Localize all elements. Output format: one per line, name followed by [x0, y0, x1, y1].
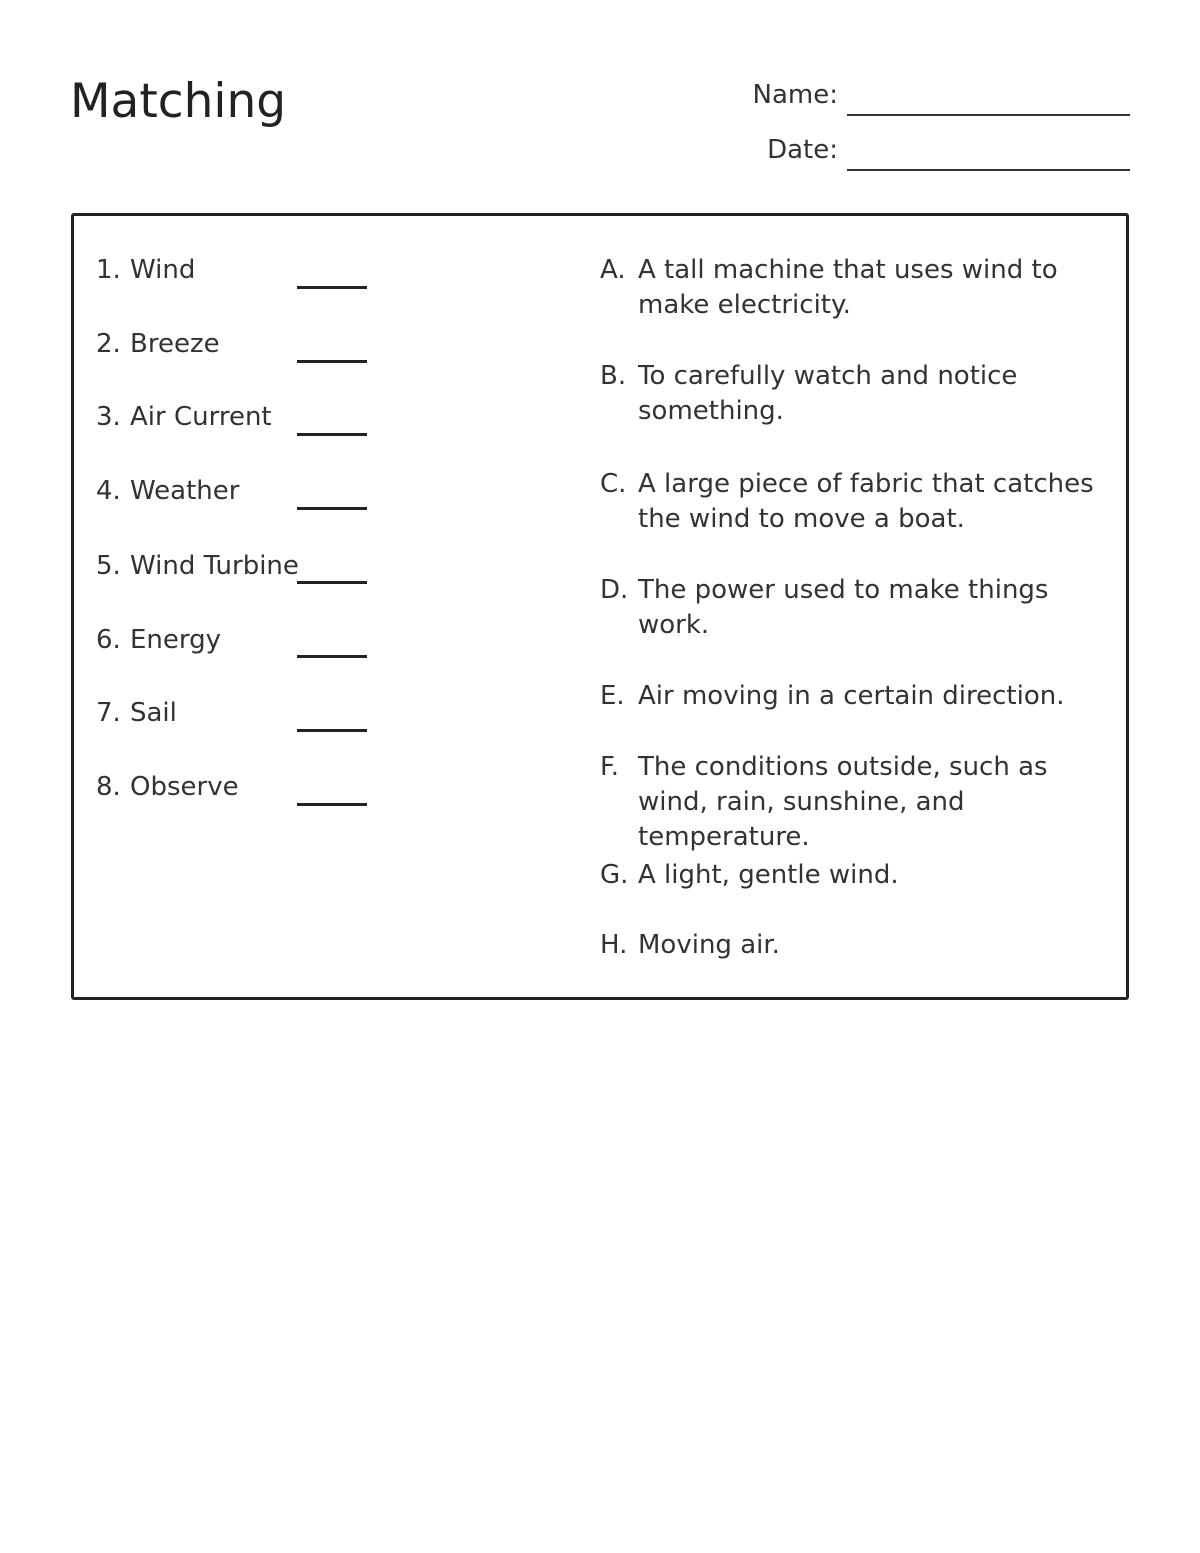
term-item: [96, 253, 195, 287]
answer-blank[interactable]: [297, 507, 367, 510]
answer-blank[interactable]: [297, 286, 367, 289]
definition-letter: C.: [600, 469, 627, 499]
date-field: [700, 131, 1130, 171]
definition-item: [600, 359, 1120, 429]
term-word: Energy: [130, 625, 222, 655]
term-item: [96, 623, 221, 657]
term-number: 3.: [96, 402, 121, 432]
term-item: [96, 327, 220, 361]
term-number: 6.: [96, 625, 121, 655]
term-number: 8.: [96, 772, 121, 802]
definition-letter: F.: [600, 752, 620, 782]
date-label: Date:: [767, 135, 838, 165]
answer-blank[interactable]: [297, 581, 367, 584]
definition-text: Air moving in a certain direction.: [638, 681, 1065, 711]
definition-item: [600, 858, 1120, 893]
definition-item: [600, 467, 1120, 537]
definition-text: A light, gentle wind.: [638, 860, 899, 890]
date-blank-line[interactable]: [847, 169, 1130, 171]
term-item: [96, 474, 239, 508]
term-word: Breeze: [130, 329, 220, 359]
definition-text: Moving air.: [638, 930, 780, 960]
definition-letter: G.: [600, 860, 629, 890]
answer-blank[interactable]: [297, 729, 367, 732]
name-field: [700, 76, 1130, 116]
term-item: [96, 549, 299, 583]
answer-blank[interactable]: [297, 433, 367, 436]
definition-item: [600, 253, 1120, 323]
term-number: 5.: [96, 551, 121, 581]
term-word: Air Current: [130, 402, 272, 432]
definition-text: A large piece of fabric that catches the wind to move a boat.: [638, 469, 1094, 534]
definition-text: The conditions outside, such as wind, rain, sunshine, and temperature.: [638, 752, 1048, 852]
term-word: Weather: [130, 476, 240, 506]
name-blank-line[interactable]: [847, 114, 1130, 116]
term-number: 4.: [96, 476, 121, 506]
definition-text: A tall machine that uses wind to make electricity.: [638, 255, 1058, 320]
definition-letter: E.: [600, 681, 625, 711]
answer-blank[interactable]: [297, 655, 367, 658]
page-title: Matching: [70, 74, 287, 129]
name-label: Name:: [752, 80, 838, 110]
term-word: Sail: [130, 698, 177, 728]
term-number: 2.: [96, 329, 121, 359]
definition-letter: B.: [600, 361, 627, 391]
term-word: Observe: [130, 772, 239, 802]
term-item: [96, 770, 239, 804]
term-item: [96, 400, 272, 434]
term-item: [96, 696, 177, 730]
definition-letter: A.: [600, 255, 626, 285]
definition-item: [600, 928, 1120, 963]
term-number: 1.: [96, 255, 121, 285]
definition-text: To carefully watch and notice something.: [638, 361, 1018, 426]
definition-letter: D.: [600, 575, 629, 605]
definition-item: [600, 679, 1120, 714]
definition-letter: H.: [600, 930, 628, 960]
definition-item: [600, 750, 1120, 855]
definition-text: The power used to make things work.: [638, 575, 1049, 640]
term-word: Wind: [130, 255, 196, 285]
term-number: 7.: [96, 698, 121, 728]
term-word: Wind Turbine: [130, 551, 299, 581]
answer-blank[interactable]: [297, 360, 367, 363]
definition-item: [600, 573, 1120, 643]
answer-blank[interactable]: [297, 803, 367, 806]
